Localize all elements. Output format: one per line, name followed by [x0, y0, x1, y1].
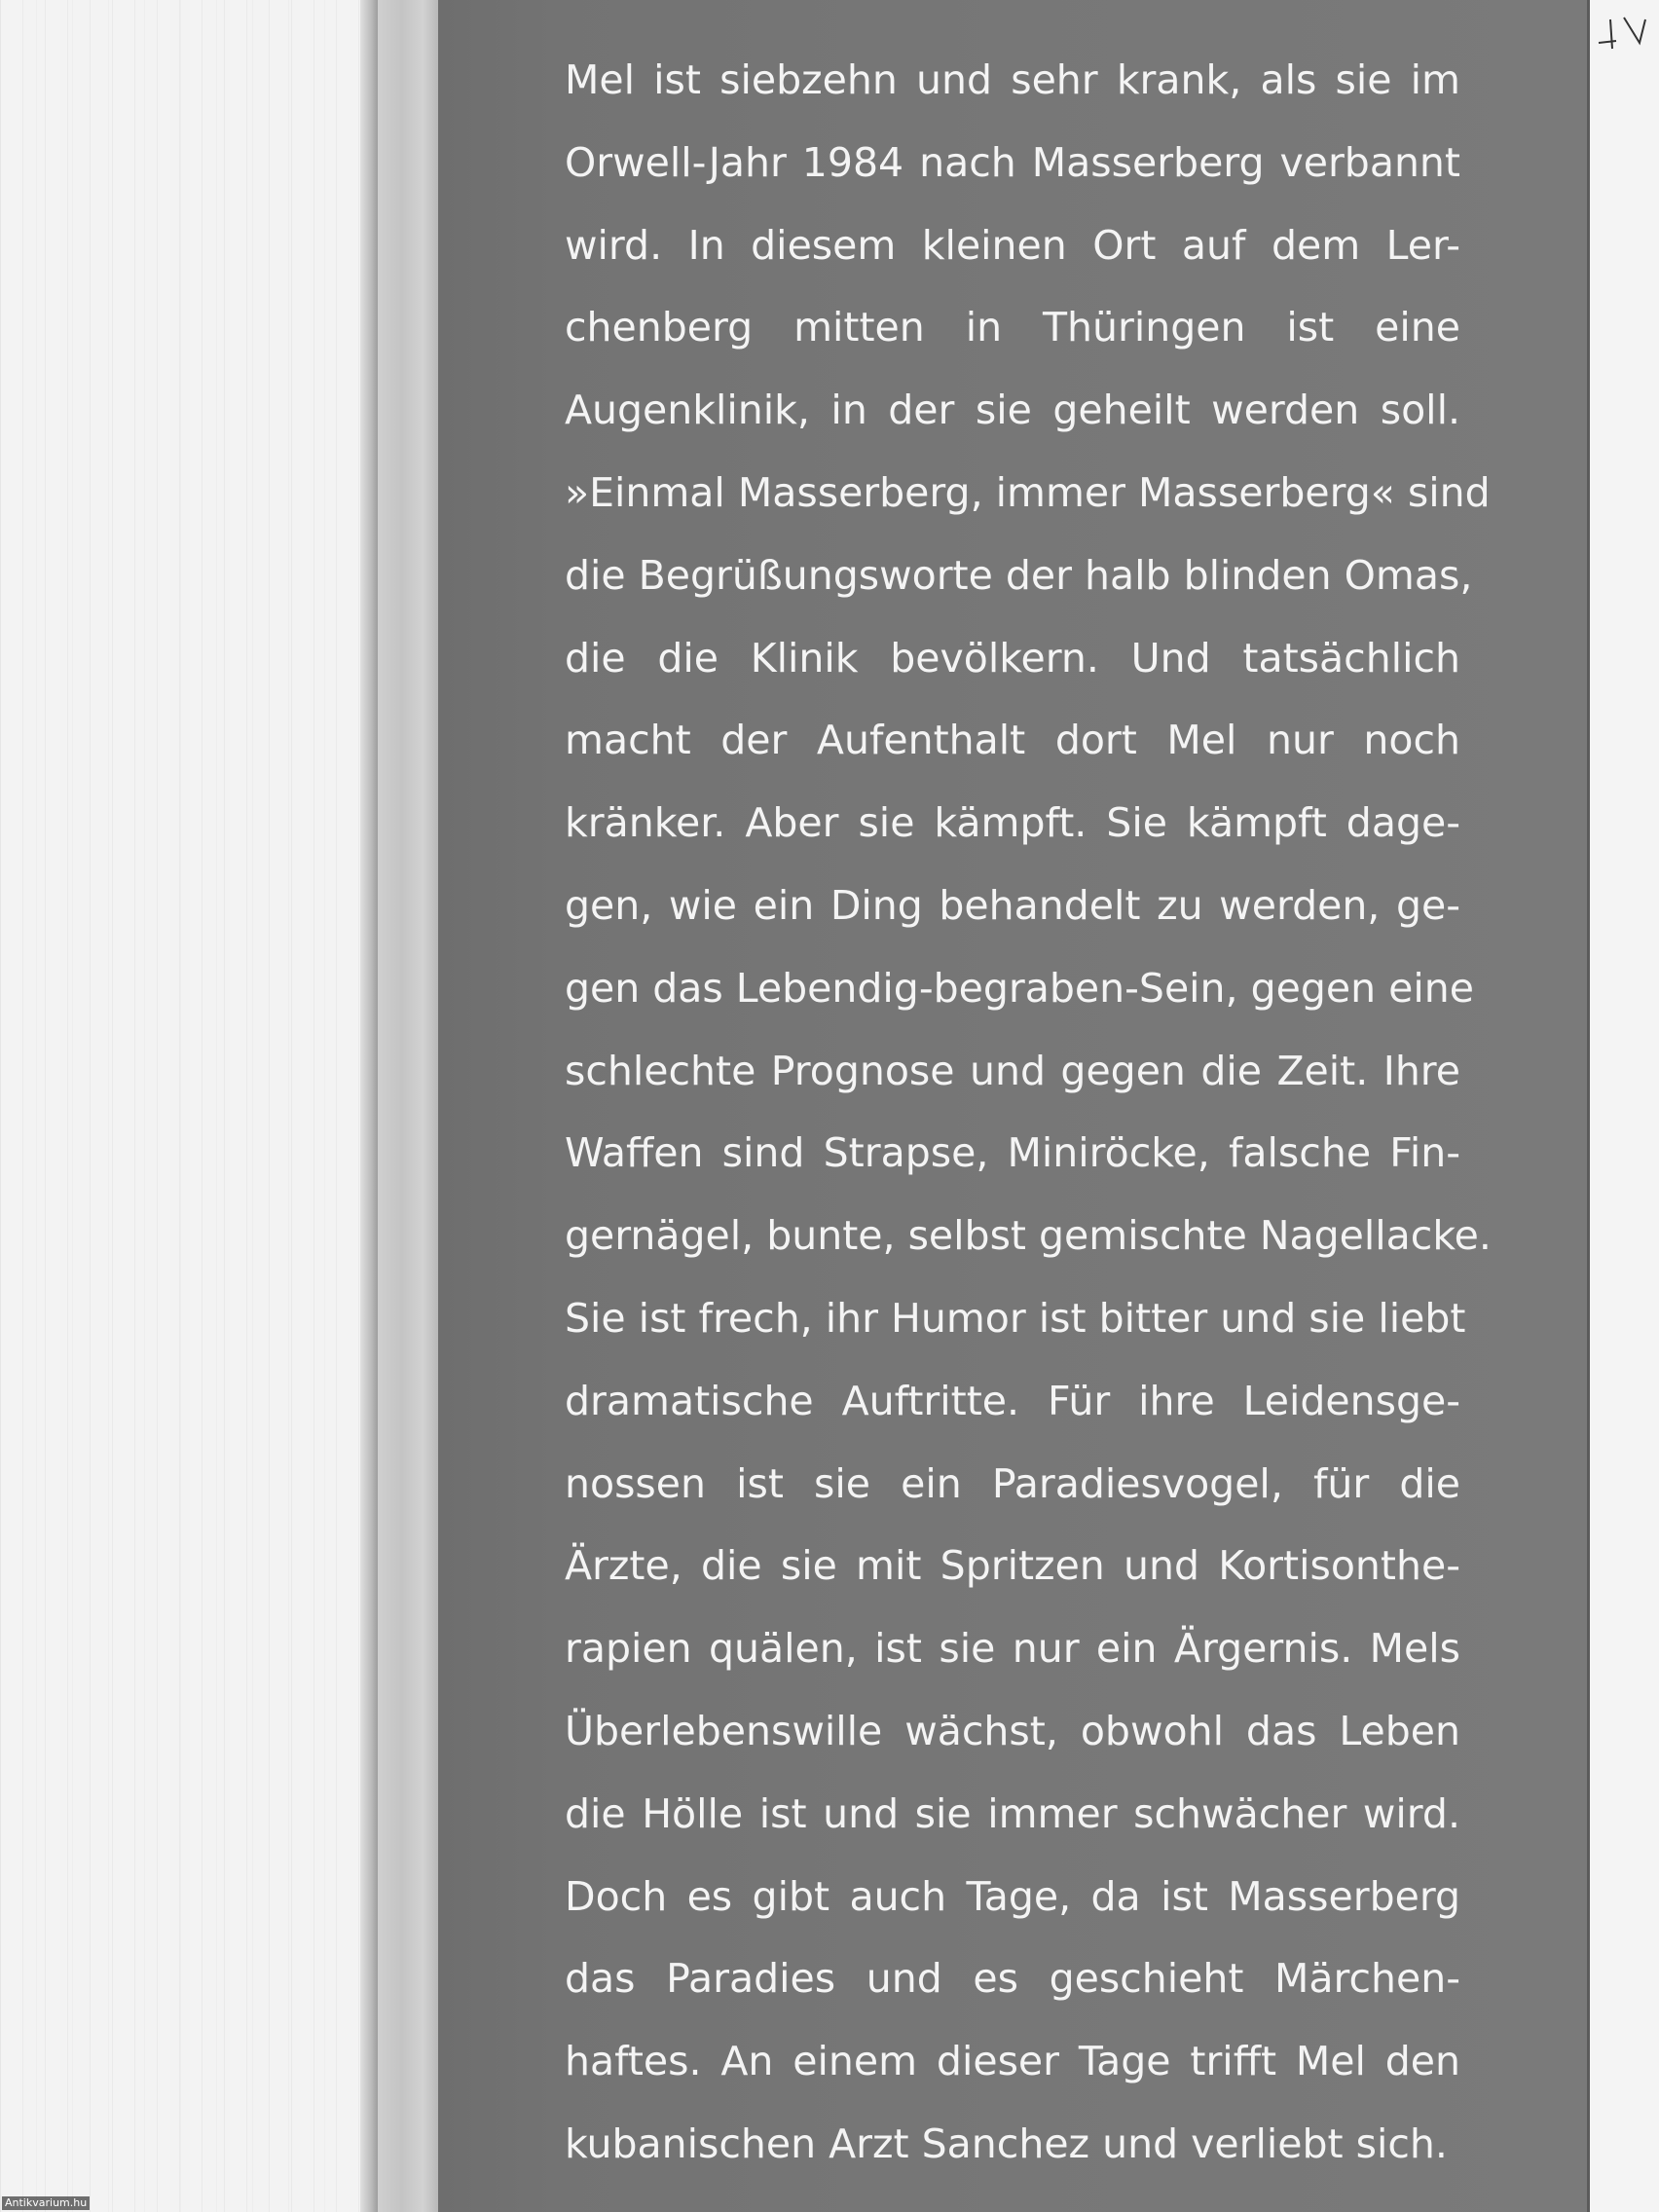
blurb-line: chenberg mitten in Thüringen ist eine [565, 304, 1460, 351]
blurb-line: dramatische Auftritte. Für ihre Leidensge- [565, 1377, 1460, 1424]
gutter-shadow [360, 0, 378, 2212]
blurb-line: die Hölle ist und sie immer schwächer wird. [565, 1789, 1460, 1837]
blurb-line: gen das Lebendig-begraben-Sein, gegen eine [565, 964, 1474, 1012]
blurb-line: Ärzte, die sie mit Spritzen und Kortisonthe- [565, 1542, 1460, 1590]
blurb-line: wird. In diesem kleinen Ort auf dem Ler- [565, 221, 1460, 269]
blurb-line: gen, wie ein Ding behandelt zu werden, ge- [565, 881, 1460, 929]
blurb-line: Augenklinik, in der sie geheilt werden soll. [565, 387, 1460, 434]
right-page-edge [1587, 0, 1659, 2212]
blurb-line: kränker. Aber sie kämpft. Sie kämpft dage- [565, 799, 1460, 847]
blurb-line: die die Klinik bevölkern. Und tatsächlich [565, 634, 1460, 682]
blurb-line: die Begrüßungsworte der halb blinden Omas, [565, 551, 1473, 599]
blurb-line: Überlebenswille wächst, obwohl das Leben [565, 1707, 1460, 1754]
blurb-text [565, 39, 1492, 2186]
blurb-line: Doch es gibt auch Tage, da ist Masserberg [565, 1872, 1460, 1920]
blurb-line: gernägel, bunte, selbst gemischte Nagellacke. [565, 1212, 1492, 1260]
blurb-line: »Einmal Masserberg, immer Masserberg« sind [565, 468, 1491, 516]
blurb-line: macht der Aufenthalt dort Mel nur noch [565, 717, 1460, 764]
blurb-line: kubanischen Arzt Sanchez und verliebt sich. [565, 2120, 1448, 2167]
pencil-mark-icon [1597, 14, 1651, 53]
blurb-line: Orwell-Jahr 1984 nach Masserberg verbannt [565, 138, 1460, 186]
blurb-line: Waffen sind Strapse, Miniröcke, falsche Fin- [565, 1129, 1460, 1177]
blurb-line: nossen ist sie ein Paradiesvogel, für die [565, 1459, 1460, 1507]
blurb-line: haftes. An einem dieser Tage trifft Mel den [565, 2038, 1460, 2085]
inner-band [378, 0, 438, 2212]
blurb-line: das Paradies und es geschieht Märchen- [565, 1955, 1460, 2003]
blurb-line: schlechte Prognose und gegen die Zeit. Ihre [565, 1047, 1460, 1094]
left-page [0, 0, 375, 2212]
blurb-line: rapien quälen, ist sie nur ein Ärgernis. Mels [565, 1625, 1460, 1673]
watermark: Antikvarium.hu [2, 2196, 90, 2210]
blurb-line: Sie ist frech, ihr Humor ist bitter und sie liebt [565, 1294, 1466, 1342]
blurb-line: Mel ist siebzehn und sehr krank, als sie im [565, 56, 1460, 103]
